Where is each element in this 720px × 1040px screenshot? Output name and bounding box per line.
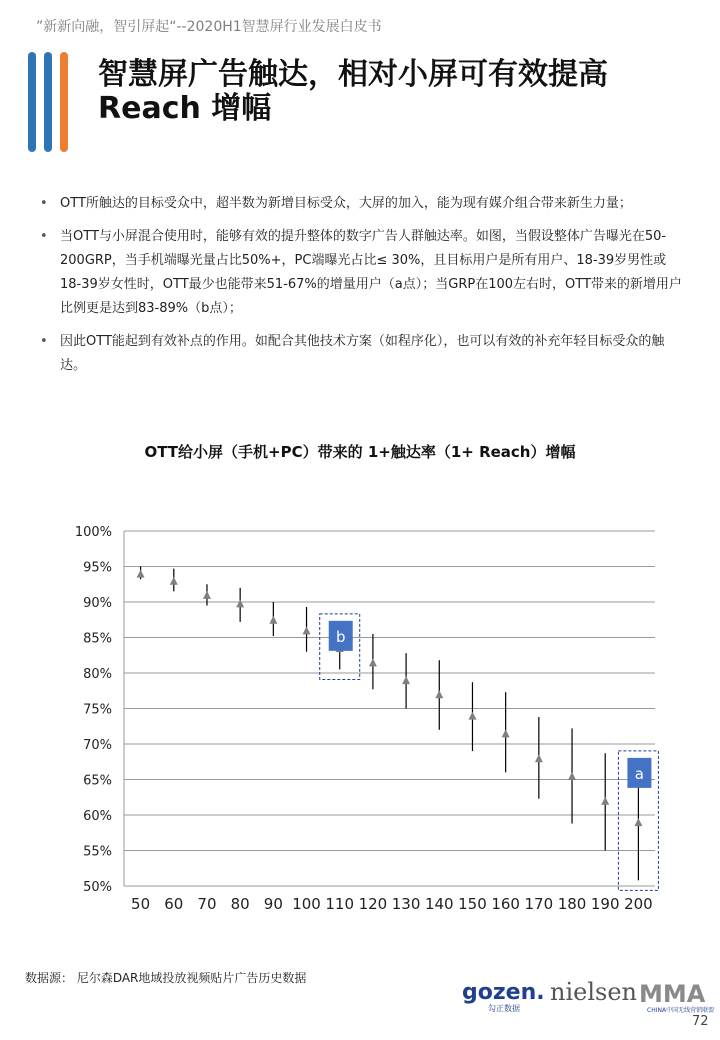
x-tick-label: 190: [590, 895, 620, 913]
data-point-marker: [568, 772, 576, 780]
x-tick-label: 200: [624, 895, 653, 913]
x-tick-label: 130: [391, 895, 421, 913]
error-bar-chart: [0, 500, 720, 920]
mma-logo: MMA: [639, 980, 706, 1008]
data-point-marker: [137, 570, 145, 578]
x-tick-label: 160: [491, 895, 520, 913]
brand-bars-icon: [28, 52, 76, 152]
data-point-marker: [203, 591, 211, 599]
mma-logo-subtitle: CHINA中国无线营销联盟: [647, 1007, 715, 1014]
data-point-marker: [502, 729, 510, 737]
bullet-item: • 因此OTT能起到有效补点的作用。如配合其他技术方案（如程序化），也可以有效的补充年轻目标受众的触达。: [34, 330, 684, 378]
page-number: 72: [692, 1014, 709, 1029]
bullet-item: • OTT所触达的目标受众中，超半数为新增目标受众，大屏的加入，能为现有媒介组合带来新生力量；: [34, 192, 684, 216]
y-tick-label: 70%: [83, 738, 112, 753]
bullet-list: [34, 192, 684, 387]
y-tick-label: 100%: [74, 525, 112, 540]
page-title-line1: 智慧屏广告触达，相对小屏可有效提高: [98, 57, 608, 92]
y-tick-label: 80%: [83, 667, 112, 682]
data-point-marker: [402, 676, 410, 684]
x-tick-label: 110: [325, 895, 355, 913]
data-point-marker: [468, 712, 476, 720]
x-tick-label: 170: [524, 895, 554, 913]
brand-bar-2: [44, 52, 52, 152]
y-tick-label: 60%: [83, 809, 112, 824]
x-tick-label: 180: [557, 895, 587, 913]
y-tick-label: 55%: [83, 844, 112, 860]
chart-title: OTT给小屏（手机+PC）带来的 1+触达率（1+ Reach）增幅: [144, 443, 576, 461]
x-tick-label: 60: [164, 895, 184, 913]
data-point-marker: [369, 658, 377, 666]
data-point-marker: [303, 626, 311, 634]
page-title-line2: Reach 增幅: [98, 91, 272, 126]
x-tick-label: 90: [263, 895, 283, 913]
x-tick-label: 80: [230, 895, 250, 913]
annotation-label: a: [634, 764, 645, 783]
data-point-marker: [170, 577, 178, 585]
gozen-logo-subtitle: 勾正数据: [488, 1004, 520, 1013]
brand-bar-3: [60, 52, 68, 152]
data-point-marker: [269, 616, 277, 624]
x-tick-label: 150: [458, 895, 487, 913]
x-tick-label: 50: [131, 895, 151, 913]
y-tick-label: 85%: [83, 631, 112, 647]
header-text: ”新新向融，智引屏起“--2020H1智慧屏行业发展白皮书: [36, 19, 382, 35]
x-tick-label: 100: [292, 895, 321, 913]
data-point-marker: [634, 818, 642, 826]
nielsen-logo: nielsen: [550, 978, 637, 1006]
source-note: 数据源： 尼尔森DAR地域投放视频贴片广告历史数据: [25, 971, 307, 985]
brand-bar-1: [28, 52, 36, 152]
data-point-marker: [535, 754, 543, 762]
x-tick-label: 120: [358, 895, 388, 913]
y-tick-label: 90%: [83, 596, 112, 611]
y-tick-label: 75%: [83, 702, 112, 718]
x-tick-label: 70: [197, 895, 217, 913]
data-point-marker: [435, 690, 443, 698]
x-tick-label: 140: [424, 895, 454, 913]
y-tick-label: 95%: [83, 560, 112, 576]
gozen-logo: gozen.: [462, 980, 545, 1005]
data-point-marker: [236, 599, 244, 607]
bullet-item: • 当OTT与小屏混合使用时，能够有效的提升整体的数字广告人群触达率。如图，当假设整体广告曝光在50-200GRP，当手机端曝光量占比50%+，PC端曝光占比≤ 30%，且目标用户是所有用户、18-39岁男性或18-39岁女性时，OTT最少也能带来51-67%的增量用户（a点）；当GRP在100左右时，OTT带来的新增用户比例更是达到83-89%（b点）；: [34, 225, 684, 321]
data-point-marker: [601, 797, 609, 805]
y-tick-label: 65%: [83, 773, 112, 789]
annotation-label: b: [335, 627, 346, 646]
page-title: [98, 58, 608, 126]
y-tick-label: 50%: [83, 880, 112, 895]
